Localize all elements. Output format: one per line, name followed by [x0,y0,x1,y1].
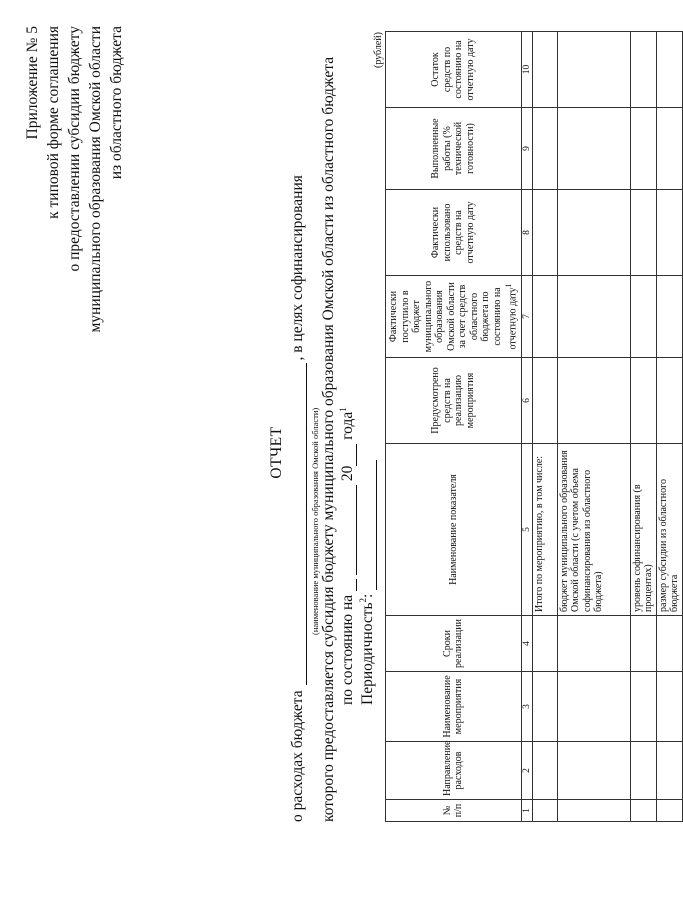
table-cell[interactable] [557,672,630,742]
as-of-prefix: по состоянию на [339,594,357,705]
table-cell[interactable] [630,800,656,822]
column-number: 5 [521,444,532,616]
column-header: Предусмотрено средств на реализацию мероприятия [386,358,522,444]
table-row [532,32,557,822]
table-cell[interactable] [532,672,557,742]
month-blank[interactable] [342,485,357,575]
column-header: № п/п [386,800,522,822]
day-quote-blank[interactable] [342,579,357,591]
year-suffix: года [339,411,357,440]
column-header-text: Фактически поступило в бюджет муниципального образования Омской области за счет средств областного бюджета по состоянию на отчетную дату [388,280,519,353]
table-cell[interactable] [532,800,557,822]
table-cell[interactable] [630,32,656,108]
table-cell[interactable] [557,276,630,358]
column-number: 8 [521,190,532,276]
table-cell[interactable] [630,276,656,358]
intro-prefix: о расходах бюджета [289,690,306,822]
table-cell[interactable] [532,190,557,276]
table-cell[interactable] [532,276,557,358]
year-blank[interactable] [342,444,357,466]
table-cell[interactable] [656,108,682,190]
periodicity-label: Периодичность [359,602,377,705]
column-header: Фактически использовано средств на отчетную дату [386,190,522,276]
appendix-line: муниципального образования Омской области [87,26,104,333]
table-cell[interactable] [630,190,656,276]
column-header-7 [386,276,522,358]
table-cell[interactable] [630,672,656,742]
appendix-line: из областного бюджета [108,26,125,180]
table-row [557,32,630,822]
column-number: 3 [521,672,532,742]
table-cell[interactable] [532,32,557,108]
table-header-row [386,32,522,822]
table-cell[interactable] [557,616,630,672]
appendix-block [22,26,127,333]
periodicity-colon: : [359,593,377,598]
table-cell[interactable] [630,358,656,444]
table-cell[interactable] [557,32,630,108]
table-cell[interactable] [656,800,682,822]
column-number: 7 [521,276,532,358]
subsidy-line: которого предоставляется субсидия бюджету муниципального образования Омской области из областного бюджета [320,56,337,822]
column-number-row [521,32,532,822]
table-cell[interactable] [557,108,630,190]
table-cell[interactable] [532,616,557,672]
indicator-cell: Итого по мероприятию, в том числе: [532,444,557,616]
column-header: Направление расходов [386,742,522,800]
table-cell[interactable] [557,742,630,800]
table-cell[interactable] [656,672,682,742]
periodicity-blank[interactable] [362,460,377,590]
periodicity-line [358,460,377,705]
column-number: 10 [521,32,532,108]
table-cell[interactable] [532,108,557,190]
column-header: Сроки реализации [386,616,522,672]
table-cell[interactable] [656,742,682,800]
table-cell[interactable] [557,800,630,822]
table-cell[interactable] [656,32,682,108]
table-cell[interactable] [656,276,682,358]
table-cell[interactable] [557,358,630,444]
appendix-line: Приложение № 5 [24,26,41,140]
column-number: 1 [521,800,532,822]
column-number: 6 [521,358,532,444]
column-number: 9 [521,108,532,190]
municipality-blank[interactable] [290,363,307,685]
indicator-cell: бюджет муниципального образования Омской области (с учетом объема софинансирования из областного бюджета) [557,444,630,616]
table-cell[interactable] [630,742,656,800]
table-cell[interactable] [557,190,630,276]
table-row [630,32,656,822]
appendix-line: о предоставлении субсидии бюджету [66,26,83,272]
footnote-1: 1 [338,407,348,412]
footnote-1-marker: 1 [504,283,513,288]
indicator-cell: уровень софинансирования (в процентах) [630,444,656,616]
as-of-line [338,407,357,705]
footnote-2: 2 [358,597,368,603]
intro-suffix: , в целях софинансирования [289,175,306,361]
table-cell[interactable] [532,358,557,444]
table-cell[interactable] [656,190,682,276]
column-header: Наименование показателя [386,444,522,616]
intro-line [289,175,307,822]
column-header: Выполненные работы (% технической готовности) [386,108,522,190]
table-cell[interactable] [656,616,682,672]
column-header: Наименование мероприятия [386,672,522,742]
year-prefix: 20 [339,465,357,482]
column-header: Остаток средств по состоянию на отчетную дату [386,32,522,108]
appendix-line: к типовой форме соглашения [45,26,62,219]
table-cell[interactable] [630,108,656,190]
table-cell[interactable] [630,616,656,672]
column-number: 2 [521,742,532,800]
report-title: ОТЧЕТ [268,426,285,479]
table-cell[interactable] [656,358,682,444]
column-number: 4 [521,616,532,672]
report-table [385,31,683,822]
table-row [656,32,682,822]
units-label: (рублей) [373,32,384,69]
municipality-hint: (наименование муниципального образования Омской области) [310,407,320,635]
table-cell[interactable] [532,742,557,800]
indicator-cell: размер субсидии из областного бюджета [656,444,682,616]
